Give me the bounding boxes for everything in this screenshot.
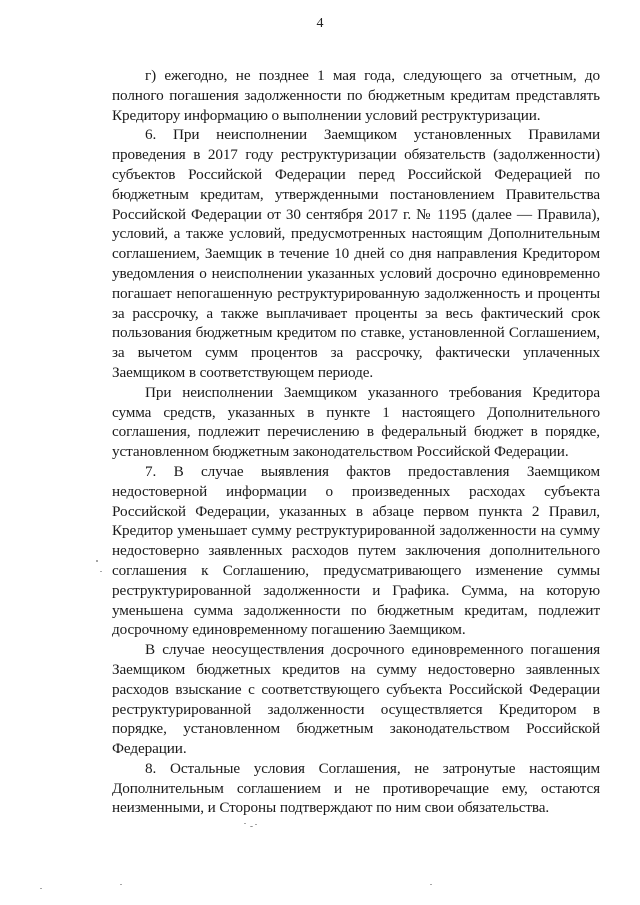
scan-speck [40, 888, 42, 889]
scan-speck [250, 826, 253, 827]
scan-speck [430, 884, 432, 885]
page-number: 4 [316, 16, 324, 31]
paragraph-item-g-annual-report: г) ежегодно, не позднее 1 мая года, следующего за отчетным, до полного погашения задолженности по бюджетным кредитам представлять Кредитору информацию о выполнении условий реструктуризации. [112, 67, 600, 124]
scan-speck [244, 823, 246, 824]
scan-speck [100, 571, 102, 572]
paragraph-8-other-conditions: 8. Остальные условия Соглашения, не затронутые настоящим Дополнительным соглашением и не противоречащие ему, остаются неизменными, и Стороны подтверждают по ним свои обязательства. [112, 759, 600, 817]
paragraph-6-nonfulfillment: 6. При неисполнении Заемщиком установленных Правилами проведения в 2017 году реструктуризации обязательств (задолженности) субъектов Российской Федерации перед Российской Федерацией по бюджетным кредитам, утвержденными постановлением Правительства Российской Федерации от 30 сентября 2017 г. № 1195 (далее — Правила), условий, а также условий, предусмотренных настоящим Дополнительным соглашением, Заемщик в течение 10 дней со дня направления Кредитором уведомления о неисполнении указанных условий досрочно единовременно погашает непогашенную реструктурированную задолженность и проценты за рассрочку, а также выплачивает проценты за весь фактический срок пользования бюджетным кредитом по ставке, установленной Соглашением, за вычетом сумм процентов за рассрочку, фактически уплаченных Заемщиком в соответствующем периоде. [112, 126, 600, 381]
scan-speck [255, 824, 257, 825]
paragraph-7-false-information: 7. В случае выявления фактов предоставления Заемщиком недостоверной информации о произведенных расходах субъекта Российской Федерации, указанных в абзаце первом пункта 2 Правил, Кредитор уменьшает сумму реструктурированной задолженности на сумму недостоверно заявленных расходов путем заключения дополнительного соглашения к Соглашению, предусматривающего изменение суммы реструктурированной задолженности и Графика. Сумма, на которую уменьшена сумма задолженности по бюджетным кредитам, подлежит досрочному единовременному погашению Заемщиком. [112, 462, 600, 639]
paragraph-7-recovery: В случае неосуществления досрочного единовременного погашения Заемщиком бюджетных кредитов на сумму недостоверно заявленных расходов взыскание с соответствующего субъекта Российской Федерации реструктурированной задолженности осуществляется Кредитором в порядке, установленном бюджетным законодательством Российской Федерации. [112, 641, 600, 758]
paragraph-6-requirement: При неисполнении Заемщиком указанного требования Кредитора сумма средств, указанных в пункте 1 настоящего Дополнительного соглашения, подлежит перечислению в федеральный бюджет в порядке, установленном бюджетным законодательством Российской Федерации. [112, 383, 600, 461]
scan-speck [120, 884, 122, 885]
scan-speck [96, 560, 98, 562]
document-body [112, 66, 600, 818]
